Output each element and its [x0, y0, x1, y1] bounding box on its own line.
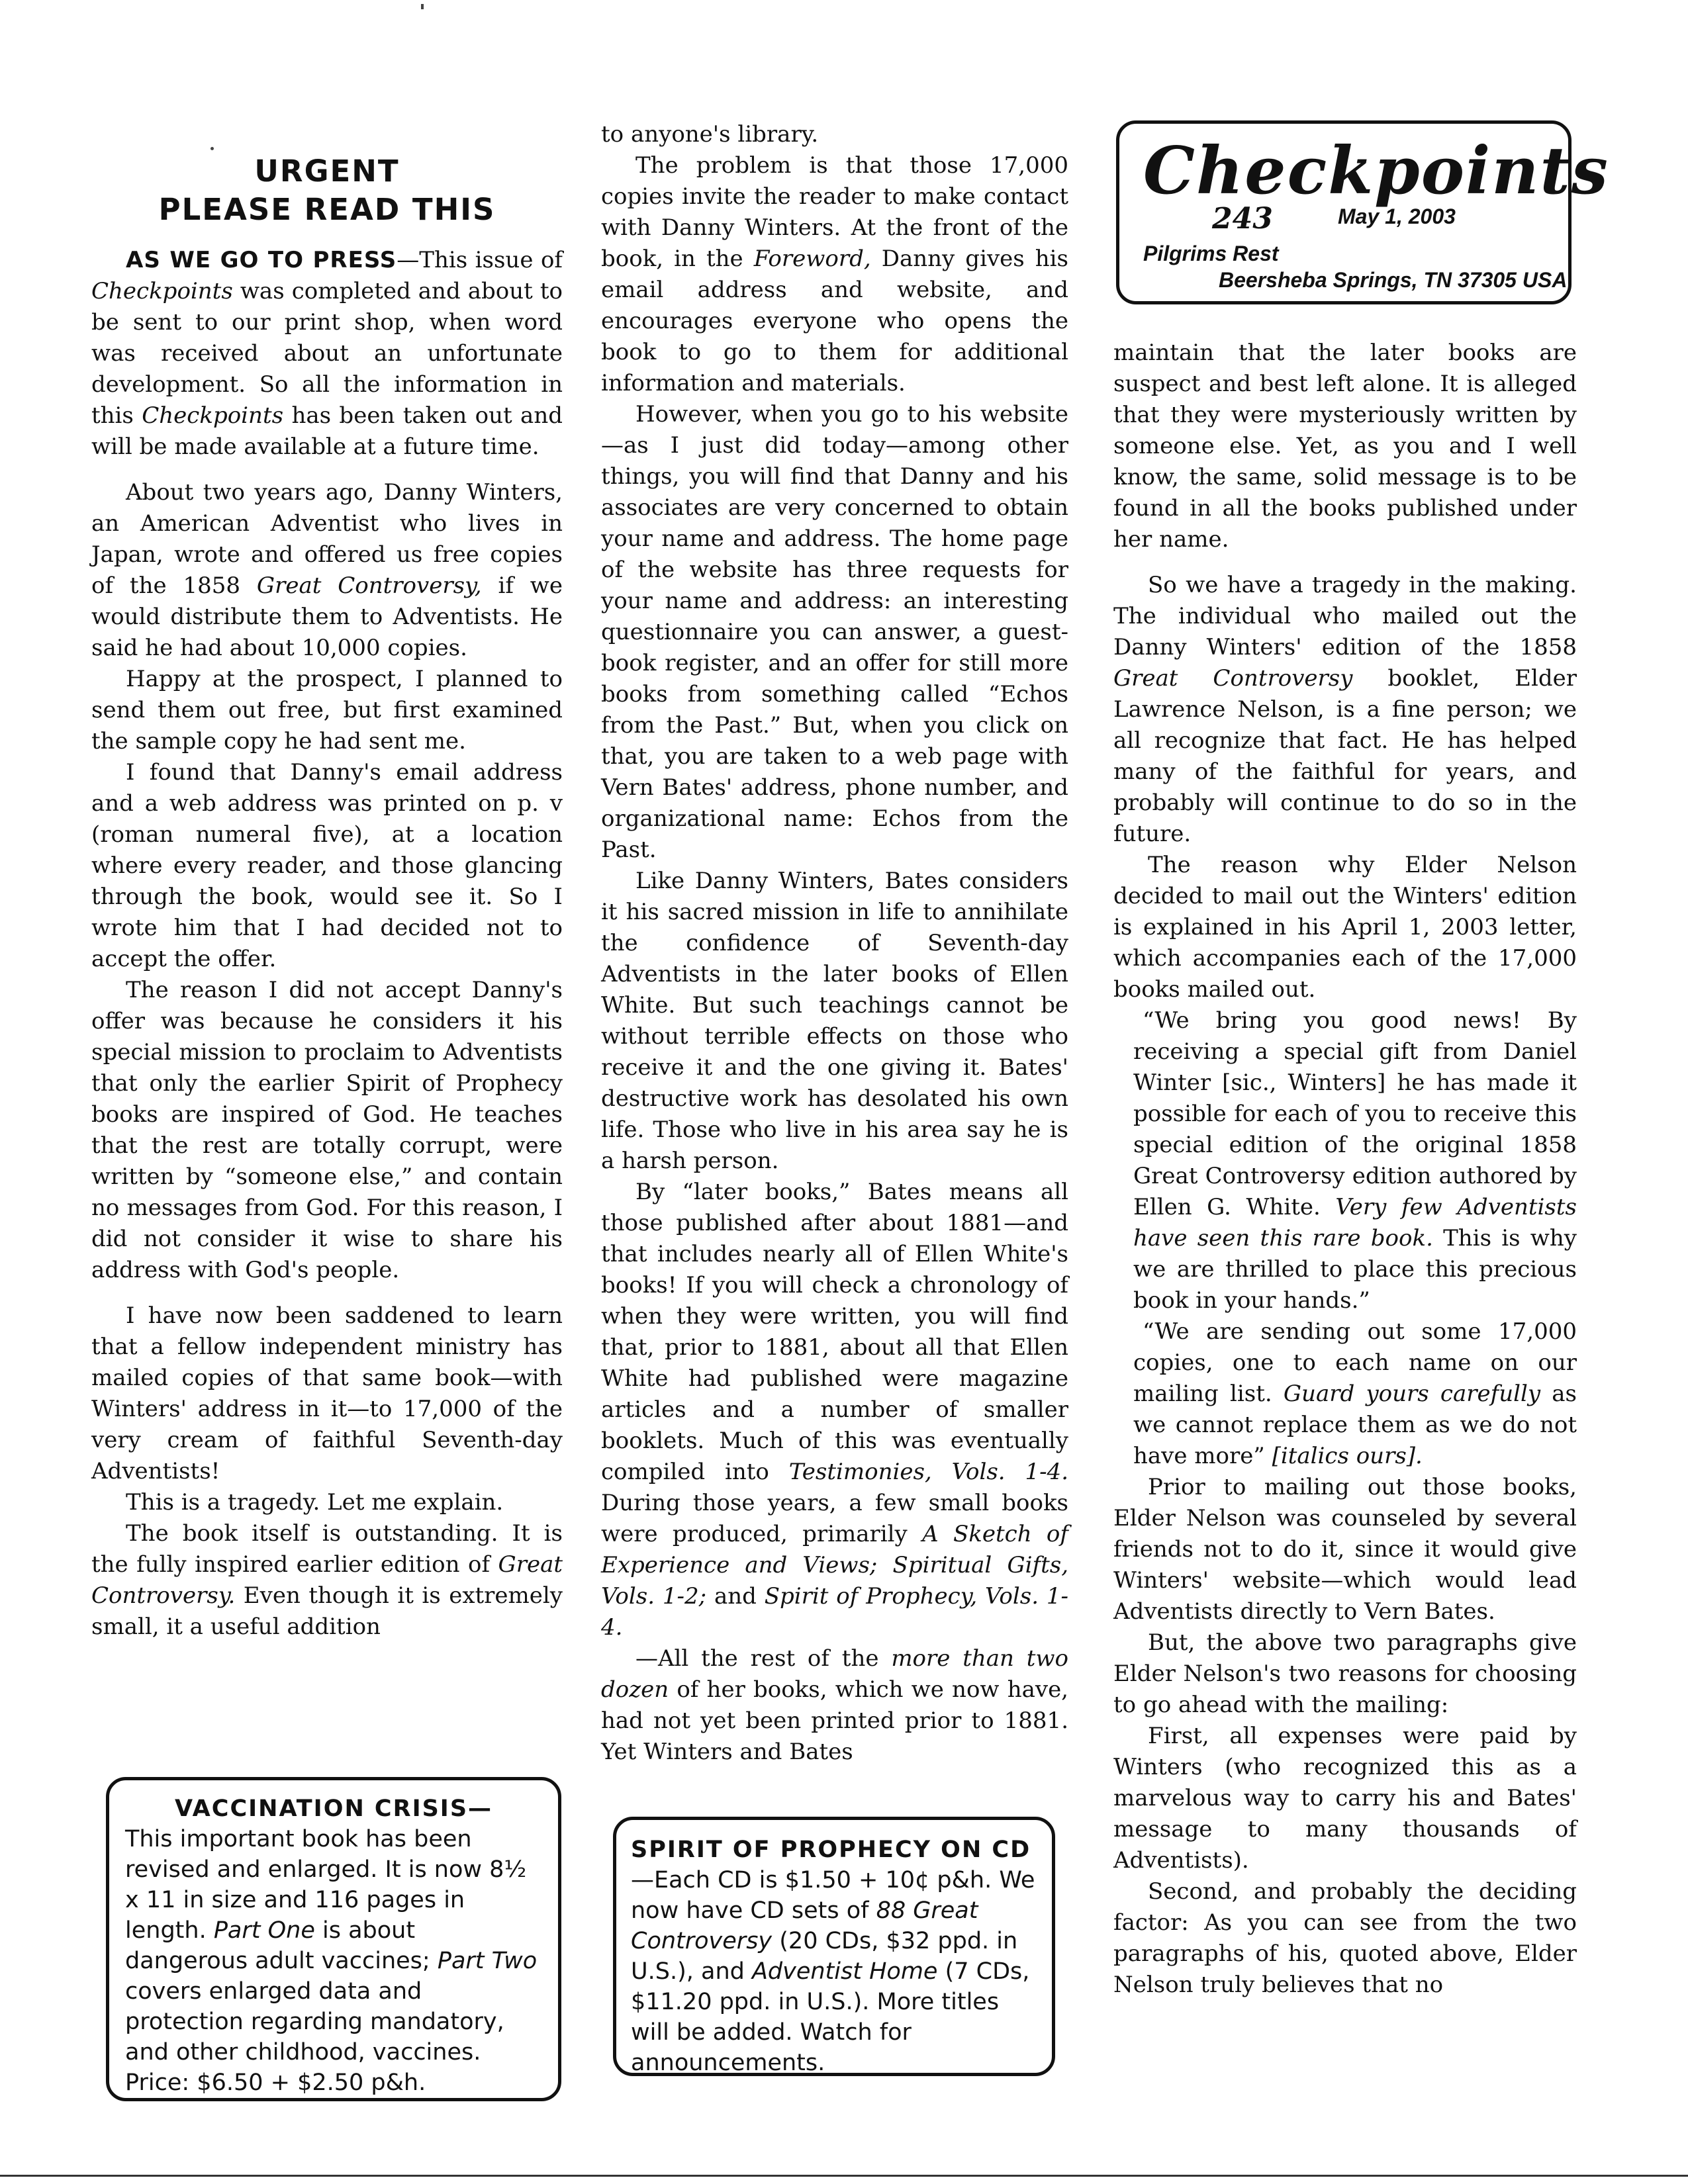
vaccination-box-heading: VACCINATION CRISIS—: [174, 1796, 493, 1822]
vaccination-crisis-box: [106, 1777, 561, 2101]
spirit-of-prophecy-cd-box: [613, 1817, 1055, 2076]
publisher-name: Pilgrims Rest: [1143, 242, 1279, 265]
paragraph: First, all expenses were paid by Winters (who recognized this as a marvelous way to carry his and Bates' message to many thousands of Adventists).: [1113, 1723, 1577, 1874]
sop-box-text: SPIRIT OF PROPHECY ON CD—Each CD is $1.50 + 10¢ p&h. We now have CD sets of 88 Great Controversy (20 CDs, $32 ppd. in U.S.), and Adventist Home (7 CDs, $11.20 ppd. in U.S.). More titles will be added. Watch for announcements.: [631, 1837, 1035, 2076]
masthead-title: Checkpoints: [1143, 133, 1609, 209]
paragraph: The book itself is outstanding. It is the fully inspired earlier edition of Great Controversy. Even though it is extremely small, it a useful addition: [91, 1520, 563, 1640]
scan-mark: [421, 4, 424, 9]
block-quote: “We are sending out some 17,000 copies, one to each name on our mailing list. Guard yours carefully as we cannot replace them as we do not have more” [italics ours].: [1133, 1318, 1577, 1469]
paragraph: —All the rest of the more than two dozen of her books, which we now have, had not yet been printed prior to 1881. Yet Winters and Bates: [601, 1645, 1068, 1765]
paragraph: About two years ago, Danny Winters, an American Adventist who lives in Japan, wrote and offered us free copies of the 1858 Great Controversy, if we would distribute them to Adventists. He said he had about 10,000 copies.: [91, 479, 563, 661]
scan-dot: [211, 147, 214, 150]
footer-rule: [0, 2175, 1688, 2177]
paragraph: But, the above two paragraphs give Elder Nelson's two reasons for choosing to go ahead with the mailing:: [1113, 1629, 1577, 1718]
paragraph: However, when you go to his website—as I just did today—among other things, you will find that Danny and his associates are very concerned to obtain your name and address. The home page of the website has three requests for your name and address: an interesting questionnaire you can answer, a guest-book register, and an offer for still more books from something called “Echos from the Past.” But, when you click on that, you are taken to a web page with Vern Bates' address, phone number, and organizational name: Echos from the Past.: [601, 401, 1068, 863]
paragraph: I found that Danny's email address and a web address was printed on p. v (roman numeral five), at a location where every reader, and those glancing through the book, would see it. So I wrote him that I had decided not to accept the offer.: [91, 759, 563, 972]
sop-box-heading: SPIRIT OF PROPHECY ON CD: [631, 1837, 1031, 1863]
article-column-3: [1113, 338, 1577, 2001]
paragraph: Like Danny Winters, Bates considers it his sacred mission in life to annihilate the confidence of Seventh-day Adventists in the later books of Ellen White. But such teachings cannot be without terrible effects on those who receive it and the one giving it. Bates' destructive work has desolated his own life. Those who live in his area say he is a harsh person.: [601, 868, 1068, 1174]
paragraph: By “later books,” Bates means all those published after about 1881—and that includes nearly all of Ellen White's books! If you will check a chronology of when they were written, you will find that, prior to 1881, about all that Ellen White had published were magazine articles and a number of smaller booklets. Much of this was eventually compiled into Testimonies, Vols. 1-4. During those years, a few small books were produced, primarily A Sketch of Experience and Views; Spiritual Gifts, Vols. 1-2; and Spirit of Prophecy, Vols. 1-4.: [601, 1179, 1068, 1641]
paragraph: maintain that the later books are suspect and best left alone. It is alleged that they were mysteriously written by someone else. Yet, as you and I well know, the same, solid message is to be found in all the books published under her name.: [1113, 340, 1577, 553]
paragraph: I have now been saddened to learn that a fellow independent ministry has mailed copies of that same book—with Winters' address in it—to 17,000 of the very cream of faithful Seventh-day Adventists!: [91, 1302, 563, 1484]
paragraph: So we have a tragedy in the making. The individual who mailed out the Danny Winters' edition of the 1858 Great Controversy booklet, Elder Lawrence Nelson, is a fine person; we all recognize that fact. He has helped many of the faithful for years, and probably will continue to do so in the future.: [1113, 572, 1577, 847]
paragraph: Prior to mailing out those books, Elder Nelson was counseled by several friends not to do it, since it would give Winters' website—which would lead Adventists directly to Vern Bates.: [1113, 1474, 1577, 1625]
issue-date: May 1, 2003: [1338, 205, 1456, 228]
paragraph: The reason I did not accept Danny's offer was because he considers it his special mission to proclaim to Adventists that only the earlier Spirit of Prophecy books are inspired of God. He teaches that the rest are totally corrupt, were written by “someone else,” and contain no messages from God. For this reason, I did not consider it wise to share his address with God's people.: [91, 977, 563, 1283]
paragraph: to anyone's library.: [601, 121, 819, 148]
article-column-2: [601, 119, 1068, 1768]
vaccination-box-text: VACCINATION CRISIS— This important book has been revised and enlarged. It is now 8½ x 11 in size and 116 pages in length. Part One is about dangerous adult vaccines; Part Two covers enlarged data and protection regarding mandatory, and other childhood, vaccines. Price: $6.50 + $2.50 p&h.: [125, 1794, 542, 2098]
paragraph: The problem is that those 17,000 copies invite the reader to make contact with Danny Winters. At the front of the book, in the Foreword, Danny gives his email address and website, and encourages everyone who opens the book to go to them for additional information and materials.: [601, 152, 1068, 396]
publisher-address: Beersheba Springs, TN 37305 USA: [1219, 268, 1568, 292]
headline-line-2: PLEASE READ THIS: [158, 192, 496, 227]
paragraph: The reason why Elder Nelson decided to mail out the Winters' edition is explained in his April 1, 2003 letter, which accompanies each of the 17,000 books mailed out.: [1113, 852, 1577, 1003]
urgent-headline: [91, 152, 563, 229]
paragraph: Second, and probably the deciding factor: As you can see from the two paragraphs of his, quoted above, Elder Nelson truly believes that no: [1113, 1878, 1577, 1998]
block-quote: “We bring you good news! By receiving a special gift from Daniel Winter [sic., Winters] he has made it possible for each of you to receive this special edition of the original 1858 Great Controversy edition authored by Ellen G. White. Very few Adventists have seen this rare book. This is why we are thrilled to place this precious book in your hands.”: [1133, 1007, 1577, 1314]
masthead-box: [1116, 120, 1609, 304]
article-column-1: [91, 245, 563, 1643]
paragraph: Happy at the prospect, I planned to send them out free, but first examined the sample copy he had sent me.: [91, 666, 563, 754]
paragraph: This is a tragedy. Let me explain.: [126, 1489, 504, 1516]
headline-line-1: URGENT: [254, 154, 400, 189]
paragraph: AS WE GO TO PRESS—This issue of Checkpoints was completed and about to be sent to our print shop, when word was received about an unfortunate development. So all the information in this Checkpoints has been taken out and will be made available at a future time.: [91, 247, 563, 460]
lead-in: AS WE GO TO PRESS: [126, 247, 397, 273]
issue-number: 243: [1212, 202, 1273, 236]
